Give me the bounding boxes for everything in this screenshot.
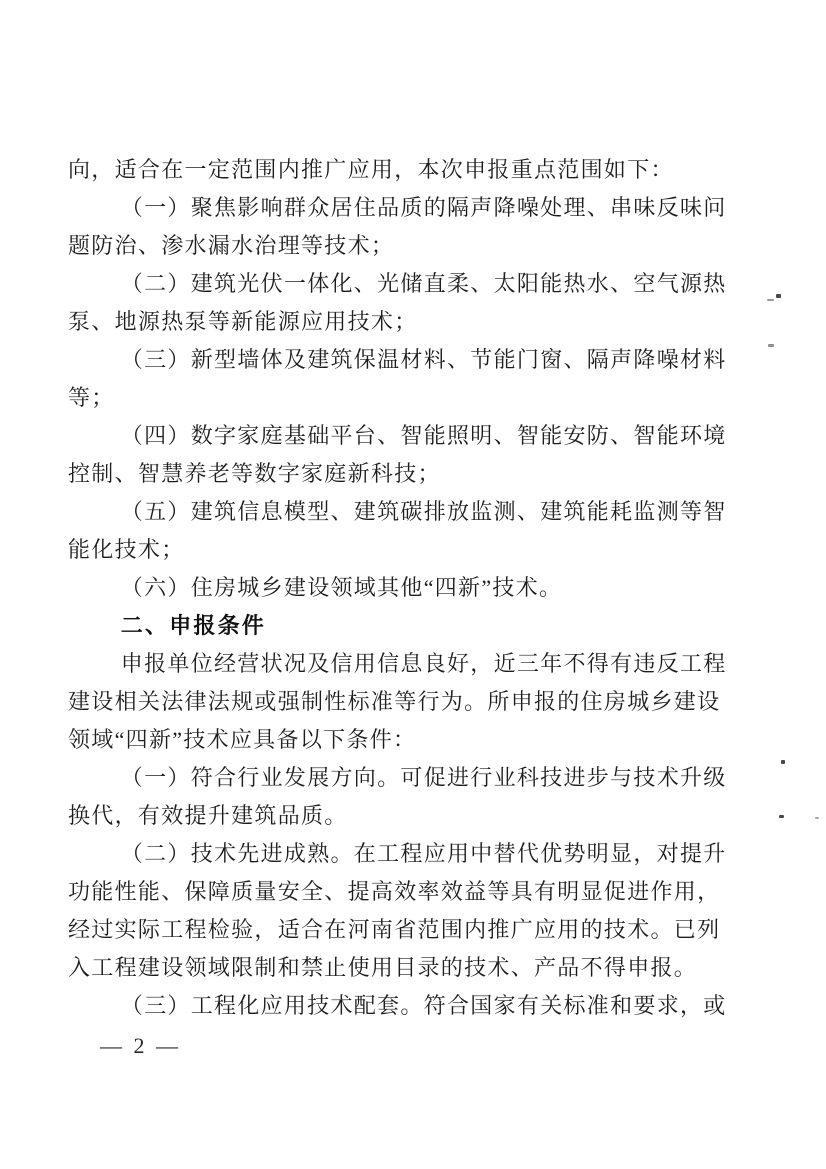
- scan-speck: [776, 294, 781, 298]
- section-heading: 二、申报条件: [120, 613, 266, 638]
- page-number: — 2 —: [100, 1033, 181, 1058]
- text-line: （五）建筑信息模型、建筑碳排放监测、建筑能耗监测等智: [120, 499, 727, 524]
- text-line: 泵、地源热泵等新能源应用技术；: [68, 309, 418, 334]
- text-line: （六）住房城乡建设领域其他“四新”技术。: [120, 575, 563, 600]
- text-line: （二）建筑光伏一体化、光储直柔、太阳能热水、空气源热: [120, 271, 727, 296]
- text-line: 申报单位经营状况及信用信息良好，近三年不得有违反工程: [120, 651, 727, 676]
- text-line: 领域“四新”技术应具备以下条件：: [68, 727, 417, 752]
- text-line: 等；: [68, 385, 115, 410]
- text-line: （二）技术先进成熟。在工程应用中替代优势明显，对提升: [120, 841, 727, 866]
- text-line: 控制、智慧养老等数字家庭新科技；: [68, 461, 441, 486]
- text-line: 换代，有效提升建筑品质。: [68, 803, 348, 828]
- text-line: 建设相关法律法规或强制性标准等行为。所申报的住房城乡建设: [68, 689, 721, 714]
- text-line: 功能性能、保障质量安全、提高效率效益等具有明显促进作用，: [68, 879, 721, 904]
- text-line: （一）符合行业发展方向。可促进行业科技进步与技术升级: [120, 765, 727, 790]
- text-line: 经过实际工程检验，适合在河南省范围内推广应用的技术。已列: [68, 917, 721, 942]
- scan-speck: [779, 815, 784, 818]
- text-line: 入工程建设领域限制和禁止使用目录的技术、产品不得申报。: [68, 955, 698, 980]
- scan-speck: [781, 760, 785, 764]
- document-body: [68, 151, 727, 1025]
- text-line: （四）数字家庭基础平台、智能照明、智能安防、智能环境: [120, 423, 727, 448]
- scan-speck: [815, 817, 819, 819]
- text-line: 向，适合在一定范围内推广应用，本次申报重点范围如下：: [68, 157, 674, 182]
- text-line: （一）聚焦影响群众居住品质的隔声降噪处理、串味反味问: [120, 195, 727, 220]
- text-line: （三）工程化应用技术配套。符合国家有关标准和要求，或: [120, 993, 727, 1018]
- scan-speck: [768, 344, 774, 347]
- scan-speck: [767, 299, 774, 301]
- text-line: （三）新型墙体及建筑保温材料、节能门窗、隔声降噪材料: [120, 347, 727, 372]
- text-line: 能化技术；: [68, 537, 185, 562]
- text-line: 题防治、渗水漏水治理等技术；: [68, 233, 395, 258]
